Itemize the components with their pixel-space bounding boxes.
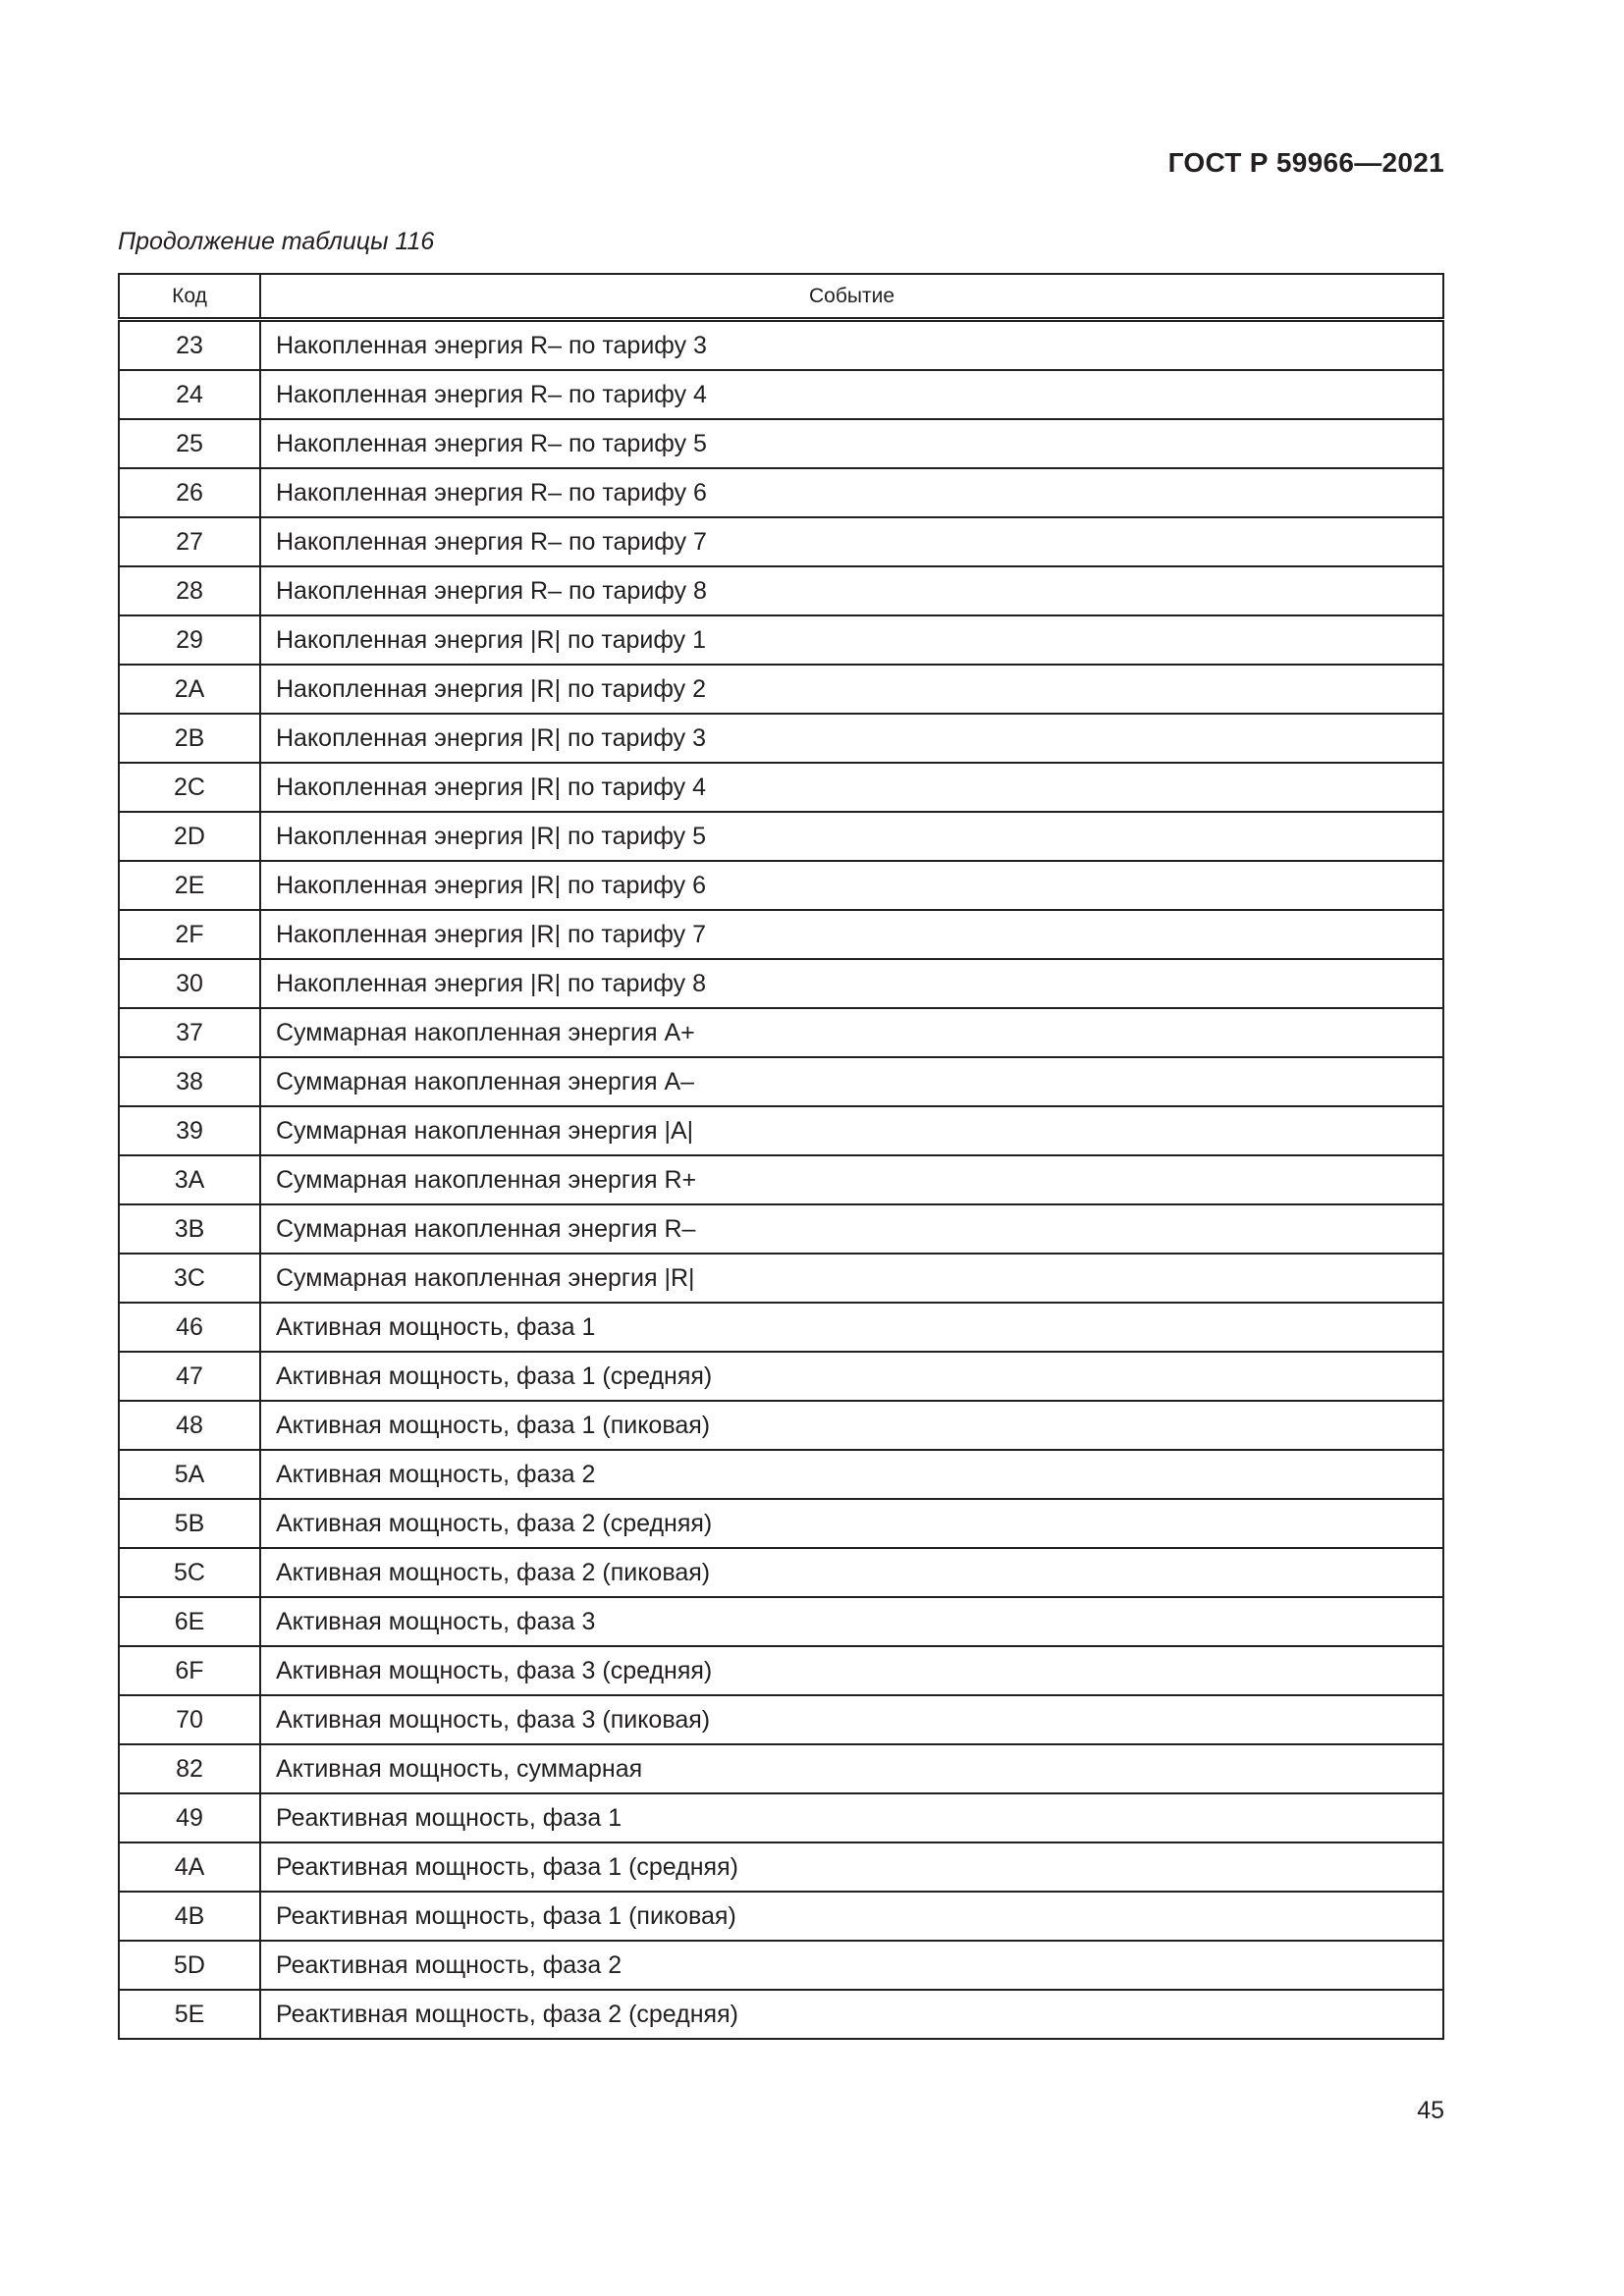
event-cell: Активная мощность, фаза 2 (средняя) xyxy=(260,1499,1443,1548)
table-row xyxy=(119,1401,1443,1450)
event-cell: Накопленная энергия R– по тарифу 4 xyxy=(260,370,1443,419)
event-cell: Суммарная накопленная энергия |А| xyxy=(260,1106,1443,1155)
event-cell: Реактивная мощность, фаза 1 (пиковая) xyxy=(260,1892,1443,1941)
event-cell: Активная мощность, фаза 2 (пиковая) xyxy=(260,1548,1443,1597)
code-cell: 5E xyxy=(119,1990,260,2039)
code-cell: 3A xyxy=(119,1155,260,1204)
code-cell: 5D xyxy=(119,1941,260,1990)
table-row xyxy=(119,615,1443,665)
event-cell: Суммарная накопленная энергия R+ xyxy=(260,1155,1443,1204)
code-cell: 39 xyxy=(119,1106,260,1155)
event-cell: Реактивная мощность, фаза 2 (средняя) xyxy=(260,1990,1443,2039)
table-row xyxy=(119,1646,1443,1695)
table-row xyxy=(119,910,1443,959)
code-cell: 27 xyxy=(119,517,260,566)
event-cell: Накопленная энергия |R| по тарифу 7 xyxy=(260,910,1443,959)
event-cell: Накопленная энергия R– по тарифу 3 xyxy=(260,320,1443,371)
table-row xyxy=(119,1892,1443,1941)
table-row xyxy=(119,1990,1443,2039)
table-row xyxy=(119,763,1443,812)
table-row xyxy=(119,1254,1443,1303)
table-row xyxy=(119,959,1443,1008)
table-row xyxy=(119,517,1443,566)
code-cell: 49 xyxy=(119,1793,260,1842)
event-cell: Активная мощность, фаза 3 xyxy=(260,1597,1443,1646)
code-cell: 6F xyxy=(119,1646,260,1695)
table-row xyxy=(119,1352,1443,1401)
event-cell: Накопленная энергия |R| по тарифу 4 xyxy=(260,763,1443,812)
table-row xyxy=(119,1155,1443,1204)
table-row xyxy=(119,1695,1443,1744)
code-cell: 25 xyxy=(119,419,260,468)
document-code: ГОСТ Р 59966—2021 xyxy=(1167,147,1444,178)
event-cell: Накопленная энергия R– по тарифу 5 xyxy=(260,419,1443,468)
event-cell: Реактивная мощность, фаза 1 (средняя) xyxy=(260,1842,1443,1892)
event-cell: Реактивная мощность, фаза 1 xyxy=(260,1793,1443,1842)
table-row xyxy=(119,1744,1443,1793)
event-cell: Активная мощность, фаза 1 xyxy=(260,1303,1443,1352)
event-cell: Суммарная накопленная энергия А+ xyxy=(260,1008,1443,1057)
table-row xyxy=(119,419,1443,468)
table-row xyxy=(119,1106,1443,1155)
code-cell: 82 xyxy=(119,1744,260,1793)
code-cell: 48 xyxy=(119,1401,260,1450)
event-cell: Накопленная энергия |R| по тарифу 1 xyxy=(260,615,1443,665)
code-cell: 3C xyxy=(119,1254,260,1303)
event-cell: Накопленная энергия |R| по тарифу 2 xyxy=(260,665,1443,714)
table-row xyxy=(119,1941,1443,1990)
code-cell: 2D xyxy=(119,812,260,861)
table-row xyxy=(119,1303,1443,1352)
code-cell: 70 xyxy=(119,1695,260,1744)
table-row xyxy=(119,566,1443,615)
table-row xyxy=(119,1499,1443,1548)
event-cell: Реактивная мощность, фаза 2 xyxy=(260,1941,1443,1990)
event-cell: Суммарная накопленная энергия |R| xyxy=(260,1254,1443,1303)
code-cell: 2B xyxy=(119,714,260,763)
code-cell: 47 xyxy=(119,1352,260,1401)
event-cell: Накопленная энергия |R| по тарифу 6 xyxy=(260,861,1443,910)
table-row xyxy=(119,1842,1443,1892)
code-cell: 5B xyxy=(119,1499,260,1548)
table-row xyxy=(119,714,1443,763)
table-row xyxy=(119,1450,1443,1499)
event-cell: Активная мощность, фаза 1 (средняя) xyxy=(260,1352,1443,1401)
code-cell: 26 xyxy=(119,468,260,517)
table-row xyxy=(119,1548,1443,1597)
event-cell: Накопленная энергия R– по тарифу 8 xyxy=(260,566,1443,615)
table-row xyxy=(119,1204,1443,1254)
code-cell: 3B xyxy=(119,1204,260,1254)
code-cell: 2F xyxy=(119,910,260,959)
column-header-event: Событие xyxy=(260,274,1443,320)
page-number: 45 xyxy=(1417,2097,1444,2124)
table-row xyxy=(119,1597,1443,1646)
code-cell: 38 xyxy=(119,1057,260,1106)
events-table xyxy=(118,273,1444,2040)
event-cell: Активная мощность, фаза 1 (пиковая) xyxy=(260,1401,1443,1450)
event-cell: Накопленная энергия |R| по тарифу 5 xyxy=(260,812,1443,861)
code-cell: 2C xyxy=(119,763,260,812)
table-row xyxy=(119,370,1443,419)
table-caption: Продолжение таблицы 116 xyxy=(118,228,435,255)
table-row xyxy=(119,1008,1443,1057)
table-body xyxy=(119,320,1443,2040)
code-cell: 30 xyxy=(119,959,260,1008)
event-cell: Накопленная энергия R– по тарифу 7 xyxy=(260,517,1443,566)
table-row xyxy=(119,1057,1443,1106)
code-cell: 2A xyxy=(119,665,260,714)
event-cell: Активная мощность, фаза 3 (средняя) xyxy=(260,1646,1443,1695)
event-cell: Накопленная энергия |R| по тарифу 8 xyxy=(260,959,1443,1008)
code-cell: 5C xyxy=(119,1548,260,1597)
event-cell: Накопленная энергия |R| по тарифу 3 xyxy=(260,714,1443,763)
code-cell: 4A xyxy=(119,1842,260,1892)
code-cell: 6E xyxy=(119,1597,260,1646)
table-row xyxy=(119,320,1443,371)
code-cell: 46 xyxy=(119,1303,260,1352)
code-cell: 5A xyxy=(119,1450,260,1499)
table-row xyxy=(119,665,1443,714)
table-row xyxy=(119,812,1443,861)
column-header-code: Код xyxy=(119,274,260,320)
event-cell: Суммарная накопленная энергия А– xyxy=(260,1057,1443,1106)
table-row xyxy=(119,468,1443,517)
code-cell: 37 xyxy=(119,1008,260,1057)
table-row xyxy=(119,861,1443,910)
event-cell: Активная мощность, суммарная xyxy=(260,1744,1443,1793)
code-cell: 24 xyxy=(119,370,260,419)
table-header-row xyxy=(119,274,1443,320)
code-cell: 4B xyxy=(119,1892,260,1941)
event-cell: Суммарная накопленная энергия R– xyxy=(260,1204,1443,1254)
event-cell: Накопленная энергия R– по тарифу 6 xyxy=(260,468,1443,517)
code-cell: 2E xyxy=(119,861,260,910)
code-cell: 28 xyxy=(119,566,260,615)
code-cell: 23 xyxy=(119,320,260,371)
code-cell: 29 xyxy=(119,615,260,665)
table-row xyxy=(119,1793,1443,1842)
event-cell: Активная мощность, фаза 2 xyxy=(260,1450,1443,1499)
event-cell: Активная мощность, фаза 3 (пиковая) xyxy=(260,1695,1443,1744)
